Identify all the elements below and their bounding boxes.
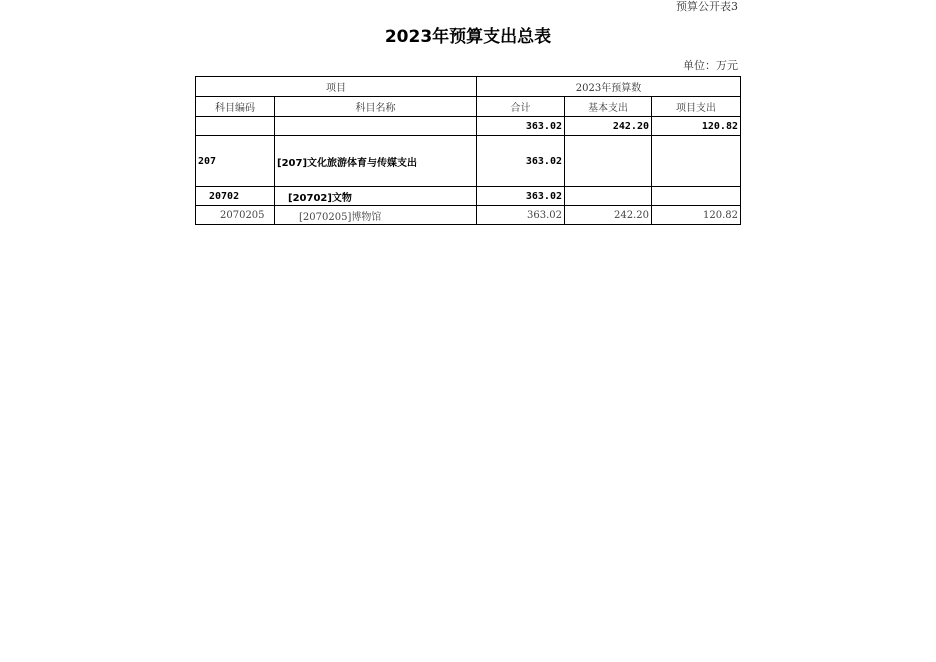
cell-name: [20702]文物 [275, 187, 477, 206]
cell-basic [565, 136, 652, 187]
table-row-total [196, 117, 741, 136]
cell-name: [207]文化旅游体育与传媒支出 [275, 136, 477, 187]
table-row [196, 187, 741, 206]
table-row [196, 136, 741, 187]
page-title: 2023年预算支出总表 [384, 27, 552, 47]
cell-total: 363.02 [477, 117, 565, 136]
cell-total: 363.02 [477, 136, 565, 187]
cell-name: [2070205]博物馆 [275, 206, 477, 225]
cell-total: 363.02 [477, 206, 565, 225]
cell-total: 363.02 [477, 187, 565, 206]
cell-code: 20702 [196, 187, 275, 206]
group-header-item: 项目 [196, 77, 477, 97]
cell-project [652, 187, 741, 206]
cell-code: 207 [196, 136, 275, 187]
cell-basic: 242.20 [565, 117, 652, 136]
cell-name [275, 117, 477, 136]
unit-label: 单位：万元 [683, 59, 738, 72]
form-number: 预算公开表3 [676, 0, 738, 13]
group-header-budget: 2023年预算数 [477, 77, 741, 97]
column-header-total: 合计 [477, 97, 565, 117]
column-header-project: 项目支出 [652, 97, 741, 117]
column-header-row [196, 97, 741, 117]
group-header-row [196, 77, 741, 97]
cell-basic [565, 187, 652, 206]
cell-code [196, 117, 275, 136]
cell-project: 120.82 [652, 206, 741, 225]
column-header-code: 科目编码 [196, 97, 275, 117]
budget-table [195, 76, 741, 225]
table-row [196, 206, 741, 225]
column-header-name: 科目名称 [275, 97, 477, 117]
column-header-basic: 基本支出 [565, 97, 652, 117]
cell-project [652, 136, 741, 187]
cell-project: 120.82 [652, 117, 741, 136]
cell-basic: 242.20 [565, 206, 652, 225]
cell-code: 2070205 [196, 206, 275, 225]
